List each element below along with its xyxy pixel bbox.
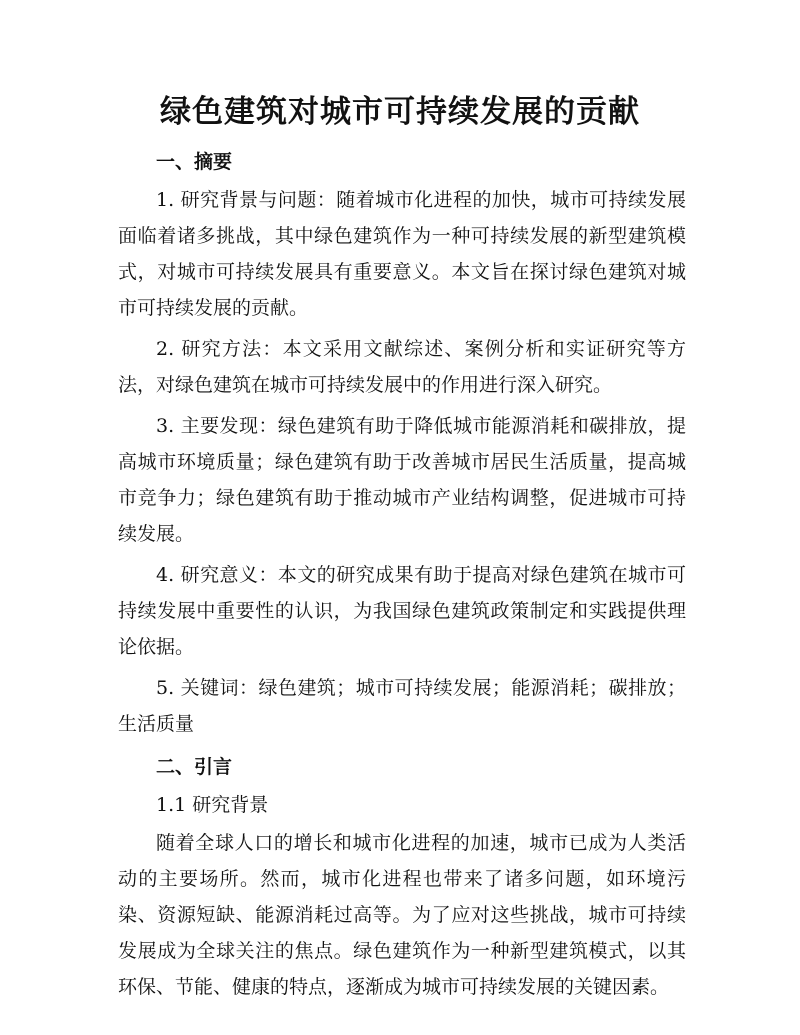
section-heading-abstract: 一、摘要 [156,151,233,173]
document-body [118,142,686,1010]
section-heading-introduction: 二、引言 [156,756,233,778]
intro-paragraph: 随着全球人口的增长和城市化进程的加速，城市已成为人类活动的主要场所。然而，城市化进程也带来了诸多问题，如环境污染、资源短缺、能源消耗过高等。为了应对这些挑战，城市可持续发展成为全球关注的焦点。绿色建筑作为一种新型建筑模式，以其环保、节能、健康的特点，逐渐成为城市可持续发展的关键因素。 [118,832,686,998]
abstract-item-significance: 4. 研究意义：本文的研究成果有助于提高对绿色建筑在城市可持续发展中重要性的认识，为我国绿色建筑政策制定和实践提供理论依据。 [118,564,686,658]
abstract-item-background: 1. 研究背景与问题：随着城市化进程的加快，城市可持续发展面临着诸多挑战，其中绿色建筑作为一种可持续发展的新型建筑模式，对城市可持续发展具有重要意义。本文旨在探讨绿色建筑对城市可持续发展的贡献。 [118,189,686,319]
abstract-item-method: 2. 研究方法：本文采用文献综述、案例分析和实证研究等方法，对绿色建筑在城市可持续发展中的作用进行深入研究。 [118,338,686,396]
abstract-item-keywords: 5. 关键词：绿色建筑；城市可持续发展；能源消耗；碳排放；生活质量 [118,677,686,735]
subsection-heading-background: 1.1 研究背景 [156,794,269,816]
abstract-item-findings: 3. 主要发现：绿色建筑有助于降低城市能源消耗和碳排放，提高城市环境质量；绿色建筑有助于改善城市居民生活质量，提高城市竞争力；绿色建筑有助于推动城市产业结构调整，促进城市可持续发展。 [118,415,686,545]
document-title: 绿色建筑对城市可持续发展的贡献 [160,94,640,130]
